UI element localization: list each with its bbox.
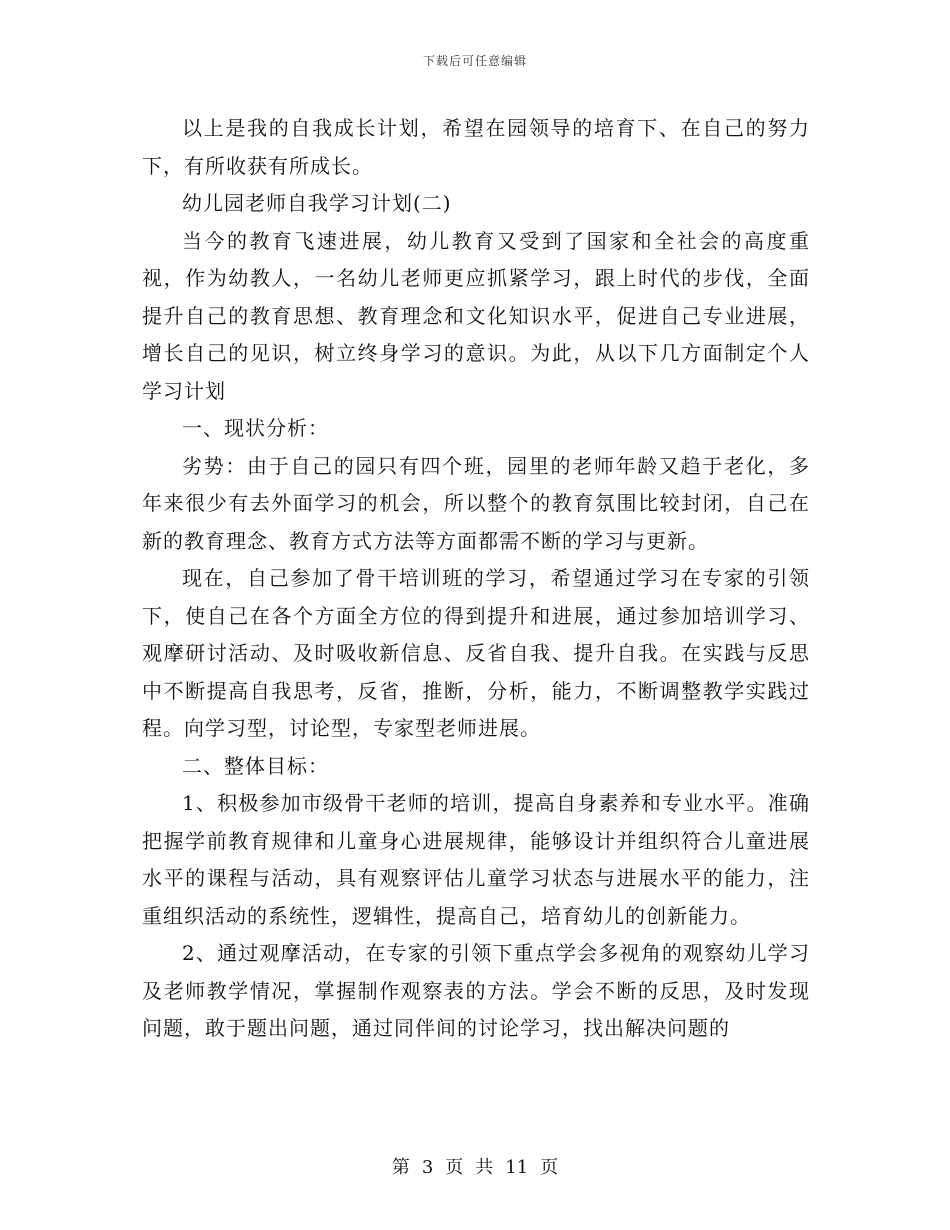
paragraph-intro: 当今的教育飞速进展，幼儿教育又受到了国家和全社会的高度重视，作为幼教人，一名幼儿老师更应抓紧学习，跟上时代的步伐，全面提升自己的教育思想、教育理念和文化知识水平，促进自己专业进展，增长自己的见识，树立终身学习的意识。为此，从以下几方面制定个人学习计划 — [142, 228, 810, 403]
page-header: 下载后可任意编辑 — [422, 54, 527, 68]
heading-status-analysis: 一、现状分析： — [182, 416, 329, 440]
paragraph-goal-1: 1、积极参加市级骨干老师的培训，提高自身素养和专业水平。准确把握学前教育规律和儿童身心进展规律，能够设计并组织符合儿童进展水平的课程与活动，具有观察评估儿童学习状态与进展水平的能力，注重组织活动的系统性，逻辑性，提高自己，培育幼儿的创新能力。 — [142, 791, 810, 928]
footer-page-word: 页 — [445, 1157, 464, 1178]
paragraph-goal-2: 2、通过观摩活动，在专家的引领下重点学会多视角的观察幼儿学习及老师教学情况，掌握制作观察表的方法。学会不断的反思，及时发现问题，敢于题出问题，通过同伴间的讨论学习，找出解决问题的 — [142, 941, 810, 1040]
heading-overall-goals: 二、整体目标： — [182, 753, 329, 778]
footer-current-page: 3 — [421, 1157, 434, 1178]
footer-total-word: 共 — [475, 1157, 494, 1178]
footer-suffix: 页 — [540, 1157, 559, 1178]
paragraph-closing: 以上是我的自我成长计划，希望在园领导的培育下、在自己的努力下，有所收获有所成长。 — [142, 116, 810, 178]
section-title: 幼儿园老师自我学习计划(二) — [182, 191, 452, 215]
page-footer — [0, 1153, 950, 1179]
document-body — [142, 110, 810, 1048]
paragraph-weakness: 劣势：由于自己的园只有四个班，园里的老师年龄又趋于老化，多年来很少有去外面学习的机会，所以整个的教育氛围比较封闭，自己在新的教育理念、教育方式方法等方面都需不断的学习与更新。 — [142, 453, 810, 553]
footer-total-pages: 11 — [505, 1157, 529, 1178]
paragraph-current: 现在，自己参加了骨干培训班的学习，希望通过学习在专家的引领下，使自己在各个方面全方位的得到提升和进展，通过参加培训学习、观摩研讨活动、及时吸收新信息、反省自我、提升自我。在实践与反思中不断提高自我思考，反省，推断，分析，能力，不断调整教学实践过程。向学习型，讨论型，专家型老师进展。 — [142, 566, 810, 740]
footer-prefix: 第 — [391, 1157, 410, 1178]
